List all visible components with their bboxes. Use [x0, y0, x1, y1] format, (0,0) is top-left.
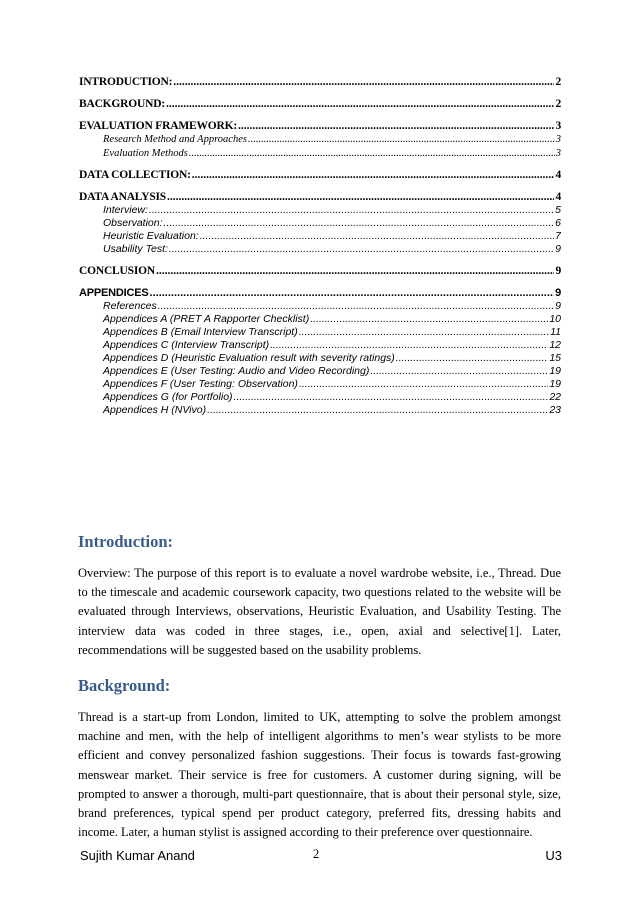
toc-entry-page: 9 — [555, 300, 561, 313]
toc-leader-dots — [234, 391, 549, 404]
toc-entry[interactable] — [79, 147, 561, 161]
toc-leader-dots — [166, 97, 554, 111]
table-of-contents — [79, 75, 561, 417]
toc-entry-page: 6 — [555, 217, 561, 230]
toc-entry-page: 3 — [555, 120, 561, 132]
toc-entry-title: Appendices G (for Portfolio) — [103, 391, 233, 404]
toc-leader-dots — [370, 365, 548, 378]
toc-entry-page: 12 — [549, 339, 561, 352]
toc-entry[interactable] — [79, 75, 561, 89]
toc-leader-dots — [173, 75, 554, 89]
toc-entry-page: 9 — [555, 287, 561, 300]
toc-leader-dots — [238, 119, 554, 133]
toc-leader-dots — [192, 168, 555, 182]
toc-leader-dots — [200, 230, 554, 243]
toc-leader-dots — [164, 217, 555, 230]
toc-entry-title: Heuristic Evaluation: — [103, 230, 199, 243]
toc-entry[interactable] — [79, 119, 561, 133]
toc-entry[interactable] — [79, 264, 561, 278]
toc-entry-page: 5 — [555, 204, 561, 217]
background-heading: Background: — [78, 676, 171, 695]
toc-entry-title: CONCLUSION — [79, 265, 155, 278]
toc-leader-dots — [248, 133, 555, 147]
toc-leader-dots — [299, 378, 548, 391]
introduction-paragraph: Overview: The purpose of this report is to evaluate a novel wardrobe website, i.e., Thread. Due to the timescale and academic coursework capacity, two questions related to the website will be evaluated through Interviews, observations, Heuristic Evaluation, and Usability Testing. The interview data was coded in three stages, i.e., open, axial and selective[1]. Later, recommendations will be suggested based on the usability problems. — [78, 566, 561, 657]
toc-entry-title: Appendices F (User Testing: Observation) — [103, 378, 298, 391]
toc-leader-dots — [167, 190, 554, 204]
footer-page-number: 2 — [313, 847, 320, 861]
toc-entry-page: 23 — [549, 404, 561, 417]
toc-entry-page: 15 — [549, 352, 561, 365]
introduction-heading: Introduction: — [78, 532, 174, 551]
toc-entry[interactable] — [79, 133, 561, 147]
toc-entry-page: 19 — [549, 378, 561, 391]
toc-entry[interactable] — [79, 313, 561, 326]
toc-leader-dots — [158, 300, 554, 313]
toc-entry-title: Appendices A (PRET A Rapporter Checklist) — [103, 313, 310, 326]
toc-entry-page: 9 — [555, 265, 561, 278]
toc-entry-title: Usability Test: — [103, 243, 168, 256]
toc-leader-dots — [156, 264, 554, 278]
toc-leader-dots — [150, 286, 555, 300]
toc-entry[interactable] — [79, 365, 561, 378]
toc-entry[interactable] — [79, 300, 561, 313]
toc-leader-dots — [169, 243, 554, 256]
toc-entry-page: 10 — [549, 313, 561, 326]
toc-entry-title: APPENDICES — [79, 287, 149, 300]
toc-entry-page: 11 — [550, 326, 561, 339]
toc-entry-title: BACKGROUND: — [79, 98, 165, 110]
toc-leader-dots — [299, 326, 549, 339]
toc-leader-dots — [207, 404, 548, 417]
toc-entry-title: INTRODUCTION: — [79, 76, 173, 88]
toc-entry[interactable] — [79, 326, 561, 339]
toc-entry-title: DATA ANALYSIS — [79, 191, 166, 204]
toc-entry-title: Research Method and Approaches — [103, 134, 247, 145]
toc-leader-dots — [149, 204, 554, 217]
toc-entry[interactable] — [79, 404, 561, 417]
toc-entry-page: 2 — [555, 76, 561, 88]
toc-leader-dots — [189, 147, 555, 161]
toc-entry-page: 3 — [555, 147, 561, 159]
toc-entry-page: 22 — [549, 391, 561, 404]
footer-author: Sujith Kumar Anand — [80, 848, 195, 863]
toc-entry-title: DATA COLLECTION: — [79, 169, 191, 182]
toc-entry-title: Observation: — [103, 217, 163, 230]
toc-entry[interactable] — [79, 339, 561, 352]
background-paragraph: Thread is a start-up from London, limited to UK, attempting to solve the problem amongst machine and men, with the help of intelligent algorithms to men’s wear stylists to be more efficient and convey personalized fashion suggestions. Their focus is towards fast-growing menswear market. Their service is free for customers. A customer during signing, will be prompted to answer a thorough, multi-part questionnaire, that is about their personal style, size, brand preferences, typical spend per product category, preferred fits, dressing habits and income. Later, a human stylist is assigned according to their preference over questionnaire. — [78, 710, 561, 840]
toc-entry-title: Interview: — [103, 204, 148, 217]
toc-entry[interactable] — [79, 168, 561, 182]
toc-leader-dots — [310, 313, 548, 326]
toc-entry[interactable] — [79, 230, 561, 243]
toc-entry-page: 9 — [555, 243, 561, 256]
toc-entry-page: 7 — [555, 230, 561, 243]
toc-entry-page: 2 — [555, 98, 561, 110]
toc-entry-title: Appendices D (Heuristic Evaluation result with severity ratings) — [103, 352, 395, 365]
toc-entry-page: 4 — [555, 191, 561, 204]
toc-entry[interactable] — [79, 391, 561, 404]
toc-entry[interactable] — [79, 286, 561, 300]
toc-leader-dots — [270, 339, 548, 352]
toc-entry-title: Appendices H (NVivo) — [103, 404, 207, 417]
toc-entry-page: 4 — [555, 169, 561, 182]
toc-entry-title: Appendices B (Email Interview Transcript) — [103, 326, 298, 339]
toc-entry[interactable] — [79, 97, 561, 111]
toc-entry[interactable] — [79, 378, 561, 391]
toc-entry-title: Evaluation Methods — [103, 147, 188, 159]
toc-entry-title: References — [103, 300, 157, 313]
footer-course-code: U3 — [545, 848, 562, 863]
toc-entry-title: Appendices E (User Testing: Audio and Video Recording) — [103, 365, 370, 378]
page-footer — [80, 848, 562, 868]
toc-entry[interactable] — [79, 217, 561, 230]
toc-entry[interactable] — [79, 204, 561, 217]
toc-entry[interactable] — [79, 352, 561, 365]
toc-entry-title: EVALUATION FRAMEWORK: — [79, 120, 237, 132]
toc-entry-page: 19 — [549, 365, 561, 378]
toc-entry[interactable] — [79, 190, 561, 204]
toc-entry-title: Appendices C (Interview Transcript) — [103, 339, 270, 352]
toc-leader-dots — [396, 352, 549, 365]
toc-entry[interactable] — [79, 243, 561, 256]
toc-entry-page: 3 — [555, 134, 561, 145]
